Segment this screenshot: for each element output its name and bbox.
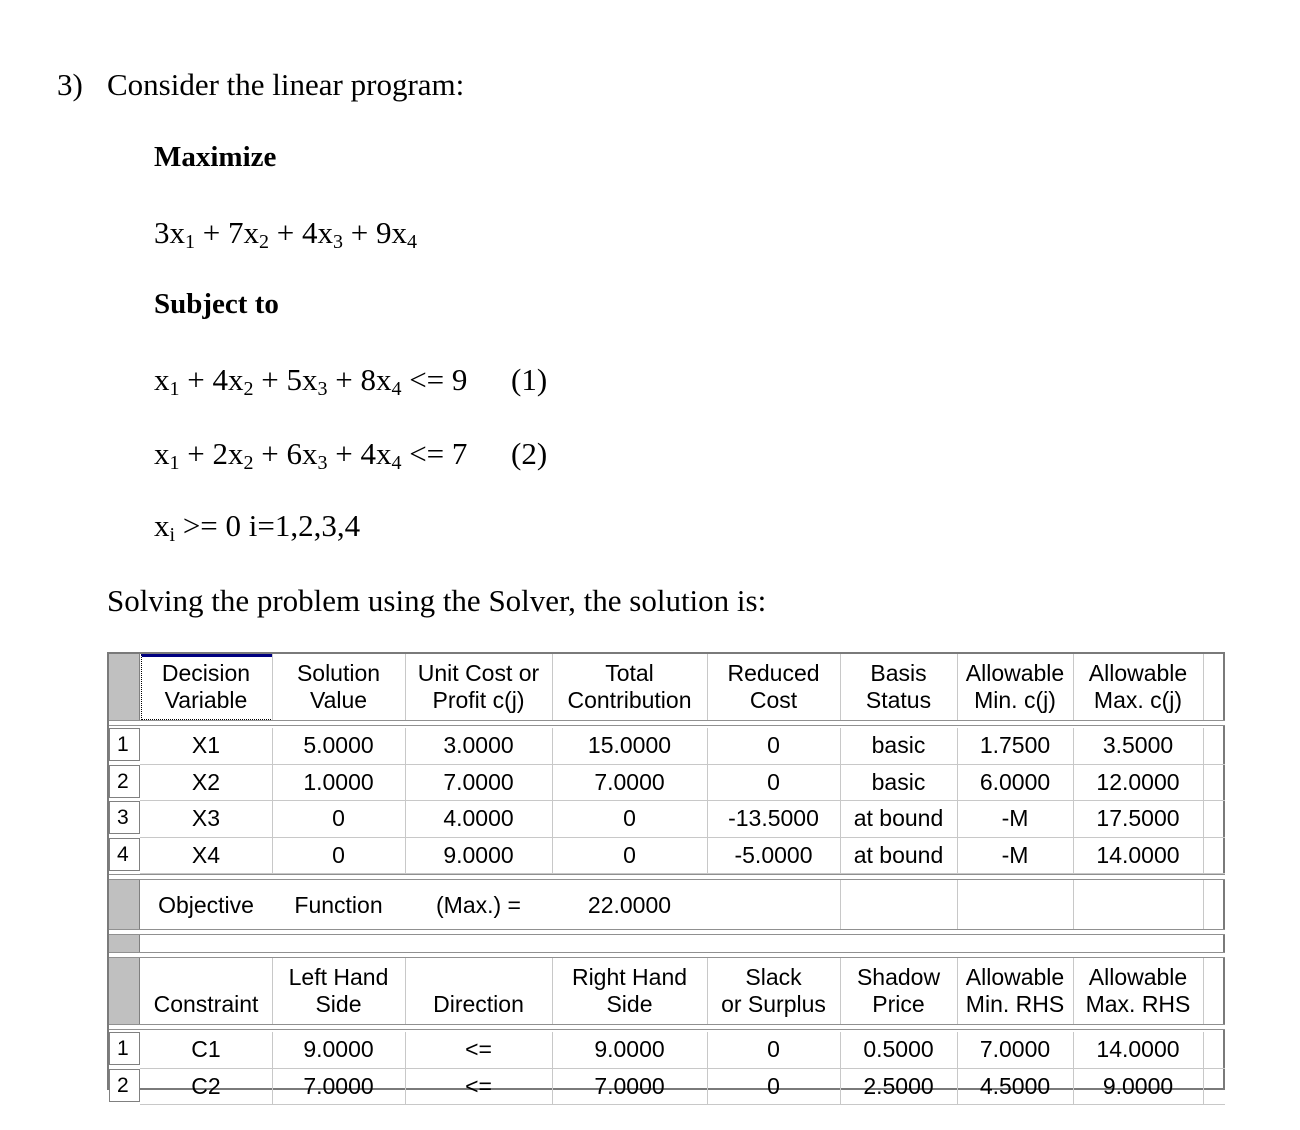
var-cell: 6.0000 [979,768,1051,795]
var-header-line2: Min. c(j) [974,687,1056,713]
variable-name: X3 [191,805,221,831]
row-number[interactable]: 2 [109,765,140,798]
grid-line [272,728,273,874]
variable-name: X4 [191,841,221,868]
objective-cell: Objective [158,892,254,918]
row-header-blank [109,935,140,952]
var-cell: basic [871,732,926,758]
var-cell: 15.0000 [587,732,672,758]
var-header-line1: Allowable [1088,660,1188,686]
var-cell: 1.0000 [303,768,374,795]
con-header-line2: Direction [433,991,524,1017]
question-prompt: Consider the linear program: [107,67,465,102]
grid-line [840,880,841,929]
grid-line [1073,958,1074,1024]
grid-line [957,1032,958,1105]
var-cell: 5.0000 [303,732,374,758]
var-cell: 17.5000 [1096,805,1180,831]
constraint-2-tag: (2) [511,436,548,471]
row-number[interactable]: 2 [109,1069,140,1102]
grid-line [1073,880,1074,929]
var-header-line2: Max. c(j) [1093,687,1183,713]
var-cell: at bound [853,841,944,868]
grid-line [707,654,708,720]
objective-expression: $3x_1 + 7x_2 + 4x_3 + 9x_4$ [154,215,417,253]
con-header-line2: Price [872,991,925,1017]
con-cell: 0 [767,1036,780,1062]
row-number[interactable]: 3 [109,801,140,834]
grid-line [957,958,958,1024]
grid-line [272,654,273,720]
grid-line [1073,728,1074,874]
section-divider [109,720,1225,726]
grid-line [707,958,708,1024]
var-header-line2: Status [865,687,932,713]
grid-line [140,1068,1225,1069]
grid-line [1203,880,1204,929]
objective-cell: Function [294,892,383,918]
var-cell: 3.0000 [443,732,514,758]
objective-cell: 22.0000 [587,892,672,918]
var-cell: -M [1001,805,1029,831]
grid-line [140,1104,1225,1105]
con-cell: <= [465,1072,492,1099]
var-cell: 0 [332,805,345,831]
var-header-line2: Variable [164,687,248,713]
var-header-line2: Contribution [567,687,692,713]
con-cell: 7.0000 [303,1072,374,1099]
grid-line [140,800,1225,801]
grid-line [957,654,958,720]
grid-line [405,728,406,874]
var-header-line1: Decision [161,660,251,686]
objective-label: Maximize [154,141,277,173]
nonnegativity: $x_i >= 0$ i=1,2,3,4 [154,508,361,546]
con-cell: 4.5000 [979,1072,1051,1099]
var-cell: 7.0000 [443,768,514,795]
var-header-line1: Allowable [965,660,1065,686]
con-cell: 7.0000 [979,1036,1051,1062]
grid-line [1203,728,1204,874]
grid-line [840,654,841,720]
var-cell: 3.5000 [1102,732,1174,758]
grid-line [140,837,1225,838]
var-header-line1: Unit Cost or [417,660,540,686]
constraint-1-tag: (1) [511,362,548,397]
constraint-1: $x_1 + 4x_2 + 5x_3 + 8x_4 <= 9$ [154,362,468,400]
var-cell: -13.5000 [728,805,819,831]
con-cell: 14.0000 [1096,1036,1180,1062]
con-header-line1: Right Hand [571,964,688,990]
grid-line [140,764,1225,765]
section-divider [109,874,1225,880]
con-header-line1: Slack [745,964,802,990]
objective-cell: (Max.) = [436,892,521,918]
var-cell: 9.0000 [443,841,514,868]
var-cell: at bound [853,805,944,831]
con-header-line2: Side [606,991,653,1017]
constraint-2: $x_1 + 2x_2 + 6x_3 + 4x_4 <= 7$ [154,436,468,474]
con-header-line2: Min. RHS [965,991,1065,1017]
grid-line [272,958,273,1024]
var-cell: 14.0000 [1096,841,1180,868]
con-cell: 9.0000 [303,1036,374,1062]
var-cell: 0 [623,841,636,868]
grid-line [405,958,406,1024]
var-cell: 7.0000 [594,768,665,795]
var-cell: -5.0000 [734,841,813,868]
var-cell: 0 [767,768,780,795]
con-cell: 7.0000 [594,1072,665,1099]
solver-results-table [107,652,1225,1099]
section-divider [109,952,1225,958]
grid-line [840,958,841,1024]
solution-intro: Solving the problem using the Solver, the solution is: [107,583,767,618]
con-cell: 9.0000 [594,1036,665,1062]
row-number[interactable]: 1 [109,1032,140,1065]
var-cell: basic [871,768,926,795]
con-header-line2: Constraint [153,991,259,1017]
question-number: 3) [57,67,83,102]
grid-line [552,1032,553,1105]
con-cell: <= [465,1036,492,1062]
section-divider [109,1024,1225,1030]
constraint-name: C1 [191,1036,221,1062]
subject-to-label: Subject to [154,288,279,320]
grid-line [552,728,553,874]
grid-line [957,880,958,929]
grid-line [1073,1032,1074,1105]
con-cell: 9.0000 [1102,1072,1174,1099]
var-header-line1: Basis [870,660,927,686]
con-header-line2: or Surplus [721,991,826,1017]
var-header-line1: Total [605,660,654,686]
grid-line [957,728,958,874]
var-header-line2: Value [309,687,368,713]
grid-line [1073,654,1074,720]
grid-line [405,654,406,720]
var-cell: 0 [332,841,345,868]
var-cell: 4.0000 [443,805,514,831]
con-header-line1: Left Hand [288,964,389,990]
grid-line [707,1032,708,1105]
var-cell: -M [1001,841,1029,868]
row-number[interactable]: 1 [109,728,140,761]
con-header-line1: Allowable [1088,964,1188,990]
section-divider [109,929,1225,935]
con-cell: 0 [767,1072,780,1099]
con-header-line2: Max. RHS [1085,991,1191,1017]
con-header-line1: Allowable [965,964,1065,990]
grid-line [840,1032,841,1105]
var-header-line2: Profit c(j) [432,687,525,713]
grid-line [707,728,708,874]
row-number[interactable]: 4 [109,838,140,871]
var-header-line1: Solution [296,660,381,686]
constraint-name: C2 [191,1072,221,1099]
grid-line [1203,1032,1204,1105]
grid-line [840,728,841,874]
con-cell: 0.5000 [863,1036,934,1062]
grid-line [552,958,553,1024]
var-header-line2: Cost [749,687,798,713]
var-header-line1: Reduced [727,660,820,686]
var-cell: 1.7500 [979,732,1051,758]
grid-line [405,1032,406,1105]
var-cell: 12.0000 [1096,768,1180,795]
grid-line [1203,654,1204,720]
con-cell: 2.5000 [863,1072,934,1099]
grid-line [272,1032,273,1105]
con-header-line1: Shadow [856,964,941,990]
grid-line [1203,958,1204,1024]
con-header-line2: Side [315,991,362,1017]
var-cell: 0 [623,805,636,831]
var-cell: 0 [767,732,780,758]
variable-name: X1 [191,732,221,758]
grid-line [552,654,553,720]
variable-name: X2 [191,768,221,795]
